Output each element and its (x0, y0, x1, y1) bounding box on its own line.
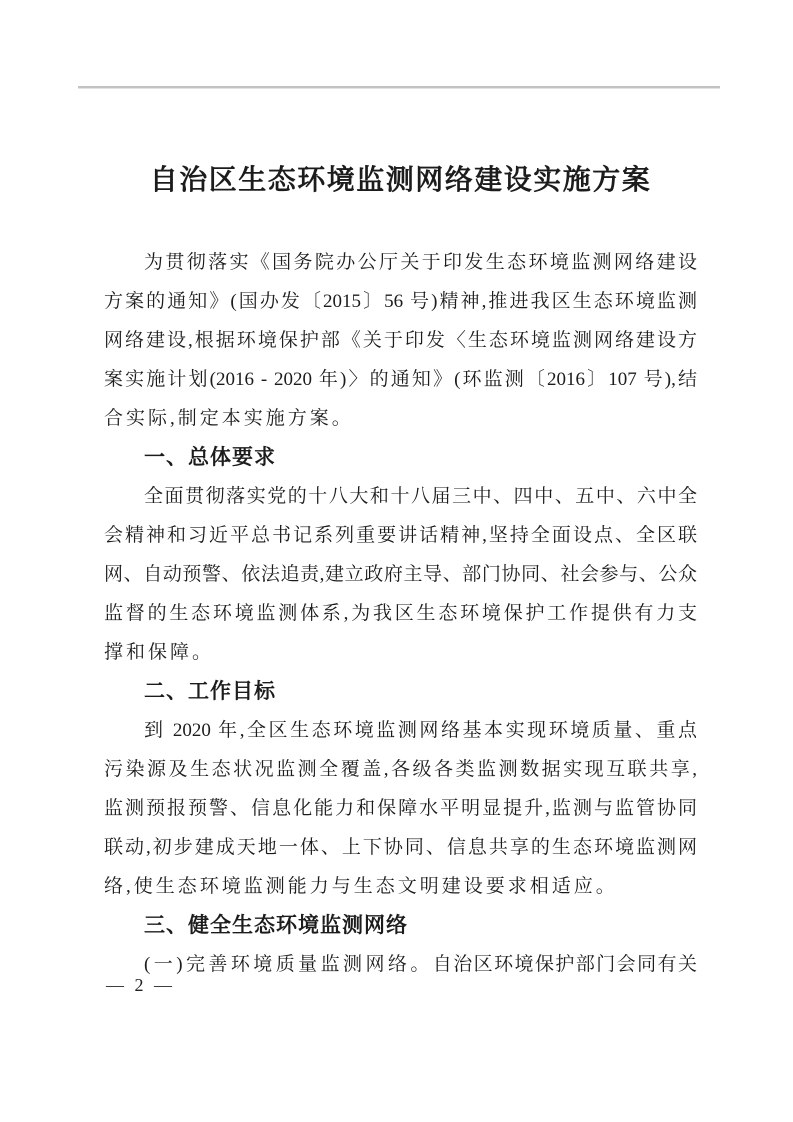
doc-title: 自治区生态环境监测网络建设实施方案 (149, 165, 652, 196)
para-line (104, 945, 697, 984)
para-line: 网、自动预警、依法追责,建立政府主导、部门协同、社会参与、公众 (104, 564, 697, 585)
para-line: 网络建设,根据环境保护部《关于印发〈生态环境监测网络建设方 (104, 330, 697, 351)
section-heading-1: 一、总体要求 (144, 446, 276, 469)
para-line: 监督的生态环境监测体系,为我区生态环境保护工作提供有力支 (104, 603, 697, 624)
item-lead-kai: (一)完善环境质量监测网络。 (144, 954, 433, 975)
para-line: 到 2020 年,全区生态环境监测网络基本实现环境质量、重点 (144, 720, 697, 741)
para-line: 合实际,制定本实施方案。 (104, 408, 354, 429)
para-line: 监测预报预警、信息化能力和保障水平明显提升,监测与监管协同 (104, 798, 697, 819)
para-line: 络,使生态环境监测能力与生态文明建设要求相适应。 (104, 876, 618, 897)
para-line: 案实施计划(2016 - 2020 年)〉的通知》(环监测〔2016〕107 号),结 (104, 369, 697, 390)
para-line: 联动,初步建成天地一体、上下协同、信息共享的生态环境监测网 (104, 837, 697, 858)
para-line: 全面贯彻落实党的十八大和十八届三中、四中、五中、六中全 (144, 486, 697, 507)
document-page (104, 0, 697, 984)
para-line: 方案的通知》(国办发〔2015〕56 号)精神,推进我区生态环境监测 (104, 291, 697, 312)
item-rest: 自治区环境保护部门会同有关 (432, 954, 697, 975)
doc-body (104, 243, 697, 984)
para-line: 为贯彻落实《国务院办公厅关于印发生态环境监测网络建设 (144, 252, 697, 273)
section-heading-3: 三、健全生态环境监测网络 (144, 914, 408, 937)
para-line: 撑和保障。 (104, 642, 215, 663)
page-number: — 2 — (106, 975, 173, 995)
section-heading-2: 二、工作目标 (144, 680, 276, 703)
para-line: 污染源及生态状况监测全覆盖,各级各类监测数据实现互联共享, (104, 759, 697, 780)
para-line: 会精神和习近平总书记系列重要讲话精神,坚持全面设点、全区联 (104, 525, 697, 546)
